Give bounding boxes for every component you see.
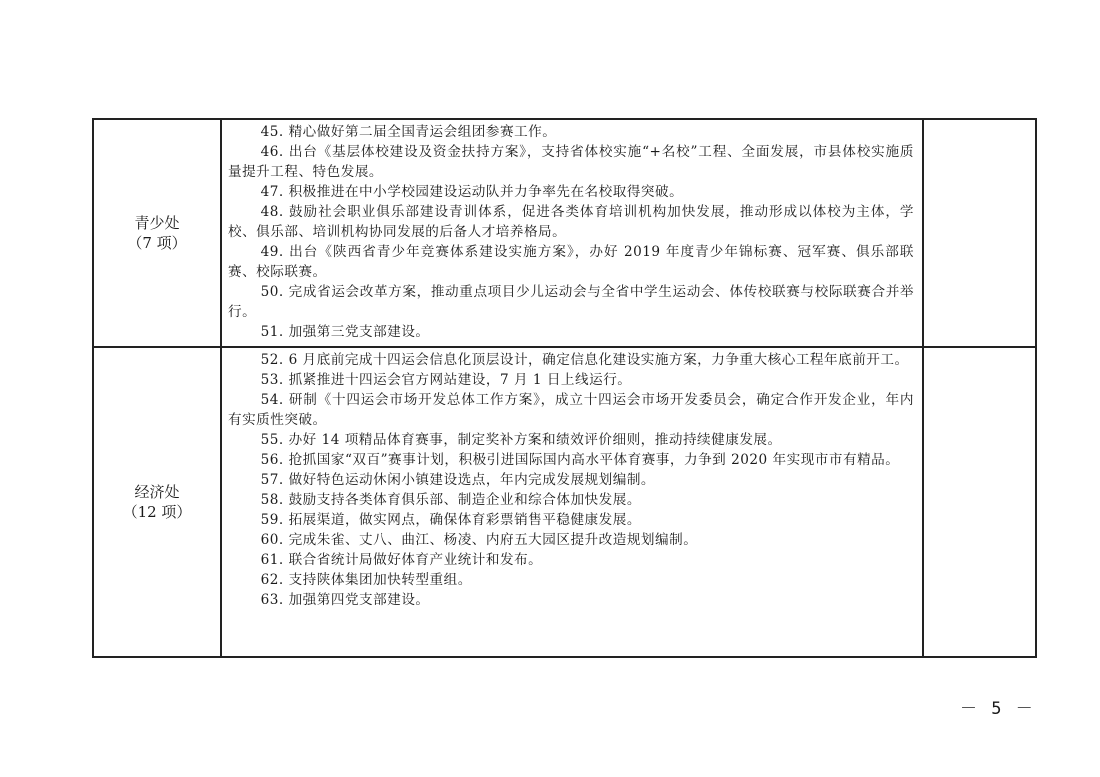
task-item: 55. 办好 14 项精品体育赛事，制定奖补方案和绩效评价细则，推动持续健康发展。 — [260, 432, 782, 448]
task-item: 62. 支持陕体集团加快转型重组。 — [260, 572, 472, 588]
task-item: 58. 鼓励支持各类体育俱乐部、制造企业和综合体加快发展。 — [260, 492, 641, 508]
table-row-qingshao — [93, 119, 1036, 347]
task-item: 54. 研制《十四运会市场开发总体工作方案》，成立十四运会市场开发委员会，确定合作开发企业，年内有实质性突破。 — [228, 392, 914, 428]
task-item: 53. 抓紧推进十四运会官方网站建设，7 月 1 日上线运行。 — [260, 372, 632, 388]
task-item: 57. 做好特色运动休闲小镇建设选点，年内完成发展规划编制。 — [260, 472, 656, 488]
page-number: － 5 － — [960, 699, 1035, 719]
dept-cell-jingji — [93, 347, 221, 657]
task-item: 52. 6 月底前完成十四运会信息化顶层设计，确定信息化建设实施方案，力争重大核心工程年底前开工。 — [260, 352, 909, 368]
task-item: 56. 抢抓国家“双百”赛事计划，积极引进国际国内高水平体育赛事，力争到 2020 年实现市市有精品。 — [260, 452, 900, 468]
work-task-table — [92, 118, 1037, 658]
dept-name: 青少处 — [134, 214, 180, 232]
task-item: 49. 出台《陕西省青少年竞赛体系建设实施方案》，办好 2019 年度青少年锦标赛、冠军赛、俱乐部联赛、校际联赛。 — [228, 244, 914, 280]
dept-task-count: （7 项） — [127, 234, 187, 252]
task-item: 61. 联合省统计局做好体育产业统计和发布。 — [260, 552, 543, 568]
task-item: 63. 加强第四党支部建设。 — [260, 592, 430, 608]
dept-name: 经济处 — [134, 483, 180, 501]
task-item: 46. 出台《基层体校建设及资金扶持方案》，支持省体校实施“+名校”工程、全面发展，市县体校实施质量提升工程、特色发展。 — [228, 144, 914, 180]
task-item: 60. 完成朱雀、丈八、曲江、杨凌、内府五大园区提升改造规划编制。 — [260, 532, 698, 548]
task-item: 51. 加强第三党支部建设。 — [260, 324, 430, 340]
table-row-jingji — [93, 347, 1036, 657]
tasks-cell-jingji — [221, 347, 923, 657]
note-cell-qingshao — [923, 119, 1036, 347]
tasks-cell-qingshao — [221, 119, 923, 347]
dept-task-count: （12 项） — [122, 503, 192, 521]
task-item: 59. 拓展渠道，做实网点，确保体育彩票销售平稳健康发展。 — [260, 512, 641, 528]
task-item: 50. 完成省运会改革方案，推动重点项目少儿运动会与全省中学生运动会、体传校联赛与校际联赛合并举行。 — [228, 284, 914, 320]
task-item: 48. 鼓励社会职业俱乐部建设青训体系，促进各类体育培训机构加快发展，推动形成以体校为主体，学校、俱乐部、培训机构协同发展的后备人才培养格局。 — [228, 204, 914, 240]
task-item: 47. 积极推进在中小学校园建设运动队并力争率先在名校取得突破。 — [260, 184, 684, 200]
dept-cell-qingshao — [93, 119, 221, 347]
task-item: 45. 精心做好第二届全国青运会组团参赛工作。 — [260, 124, 557, 140]
note-cell-jingji — [923, 347, 1036, 657]
